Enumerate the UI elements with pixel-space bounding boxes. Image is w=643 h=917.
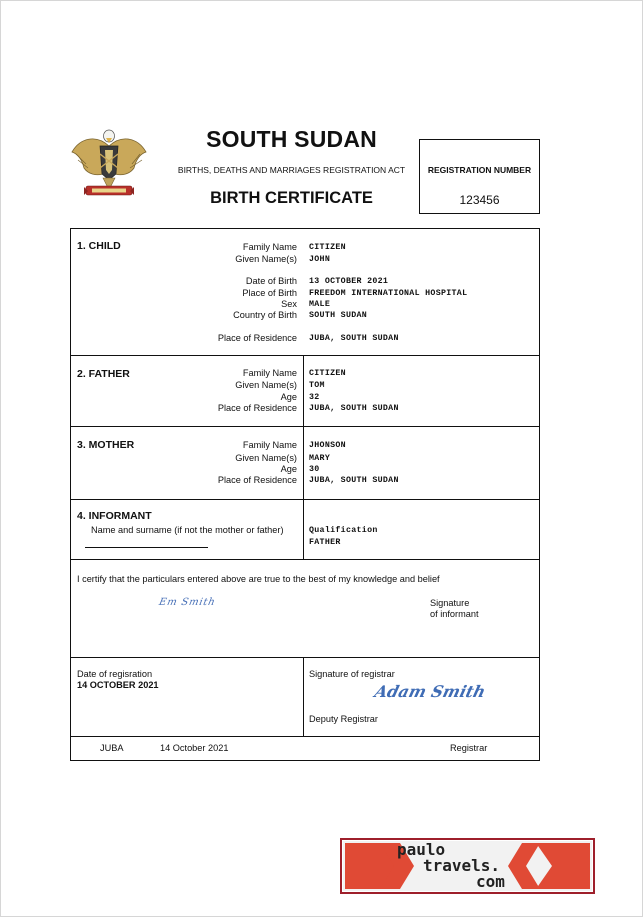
mother-family-name-label: Family Name — [242, 440, 297, 450]
divider — [71, 657, 539, 658]
registration-number-value: 123456 — [459, 193, 500, 207]
child-given-names-label: Given Name(s) — [235, 254, 297, 264]
father-age: 32 — [309, 393, 320, 402]
qualification-label: Qualification — [309, 526, 378, 535]
child-residence-label: Place of Residence — [217, 333, 297, 343]
mother-given-names: MARY — [309, 454, 331, 463]
mother-family-name: JHONSON — [309, 441, 346, 450]
footer-place: JUBA — [100, 743, 124, 753]
divider — [71, 736, 539, 737]
footer-date: 14 October 2021 — [160, 743, 229, 753]
father-residence-label: Place of Residence — [217, 403, 297, 413]
father-family-name-label: Family Name — [242, 368, 297, 378]
child-dob-label: Date of Birth — [245, 276, 297, 286]
certificate-table — [70, 228, 540, 761]
child-country-of-birth-label: Country of Birth — [233, 310, 297, 320]
father-given-names: TOM — [309, 381, 325, 390]
qualification-value: FATHER — [309, 538, 341, 547]
certificate-title: BIRTH CERTIFICATE — [210, 189, 373, 207]
child-sex: MALE — [309, 300, 331, 309]
registration-date-label: Date of regisration — [77, 669, 153, 679]
column-divider — [303, 426, 304, 499]
informant-signature: Em Smith — [157, 597, 217, 608]
child-family-name: CITIZEN — [309, 243, 346, 252]
child-sex-label: Sex — [281, 299, 297, 309]
father-given-names-label: Given Name(s) — [235, 380, 297, 390]
divider — [71, 499, 539, 500]
registration-number-label: REGISTRATION NUMBER — [427, 165, 532, 175]
divider — [71, 355, 539, 356]
column-divider — [303, 355, 304, 426]
logo-line-3: com — [476, 872, 505, 891]
section-father-heading: 2. FATHER — [77, 368, 130, 380]
coat-of-arms-emblem — [70, 124, 148, 204]
mother-age-label: Age — [280, 464, 297, 474]
column-divider — [303, 657, 304, 736]
mother-age: 30 — [309, 465, 320, 474]
column-divider — [303, 499, 304, 559]
child-place-of-birth: FREEDOM INTERNATIONAL HOSPITAL — [309, 289, 468, 298]
informant-signature-label-2: of informant — [430, 609, 479, 619]
mother-residence-label: Place of Residence — [217, 475, 297, 485]
footer-role: Registrar — [450, 743, 488, 753]
divider — [71, 559, 539, 560]
divider — [71, 426, 539, 427]
child-country-of-birth: SOUTH SUDAN — [309, 311, 368, 320]
father-family-name: CITIZEN — [309, 369, 346, 378]
child-family-name-label: Family Name — [242, 242, 297, 252]
father-residence: JUBA, SOUTH SUDAN — [309, 404, 399, 413]
registration-number-box — [419, 139, 540, 214]
informant-name-label: Name and surname (if not the mother or father) — [91, 525, 284, 535]
section-mother-heading: 3. MOTHER — [77, 439, 135, 451]
deputy-registrar-label: Deputy Registrar — [309, 714, 378, 724]
logo-line-1: paulo — [397, 840, 446, 859]
logo-line-2: travels. — [423, 856, 501, 875]
child-dob: 13 OCTOBER 2021 — [309, 277, 389, 286]
section-child-heading: 1. CHILD — [77, 240, 121, 252]
father-age-label: Age — [280, 392, 297, 402]
registrar-signature: Adam Smith — [372, 682, 488, 701]
informant-name-line — [85, 547, 208, 548]
section-informant-heading: 4. INFORMANT — [77, 510, 152, 522]
registration-act: BIRTHS, DEATHS AND MARRIAGES REGISTRATION ACT — [177, 165, 406, 175]
child-place-of-birth-label: Place of Birth — [242, 288, 297, 298]
informant-signature-label-1: Signature — [430, 598, 470, 608]
mother-residence: JUBA, SOUTH SUDAN — [309, 476, 399, 485]
child-given-names: JOHN — [309, 255, 331, 264]
child-residence: JUBA, SOUTH SUDAN — [309, 334, 399, 343]
mother-given-names-label: Given Name(s) — [235, 453, 297, 463]
country-title: SOUTH SUDAN — [206, 126, 377, 152]
registrar-signature-label: Signature of registrar — [309, 669, 395, 679]
certification-statement: I certify that the particulars entered above are true to the best of my knowledge and belief — [77, 574, 440, 584]
paulo-travels-logo — [340, 838, 595, 894]
registration-date: 14 OCTOBER 2021 — [77, 680, 159, 690]
